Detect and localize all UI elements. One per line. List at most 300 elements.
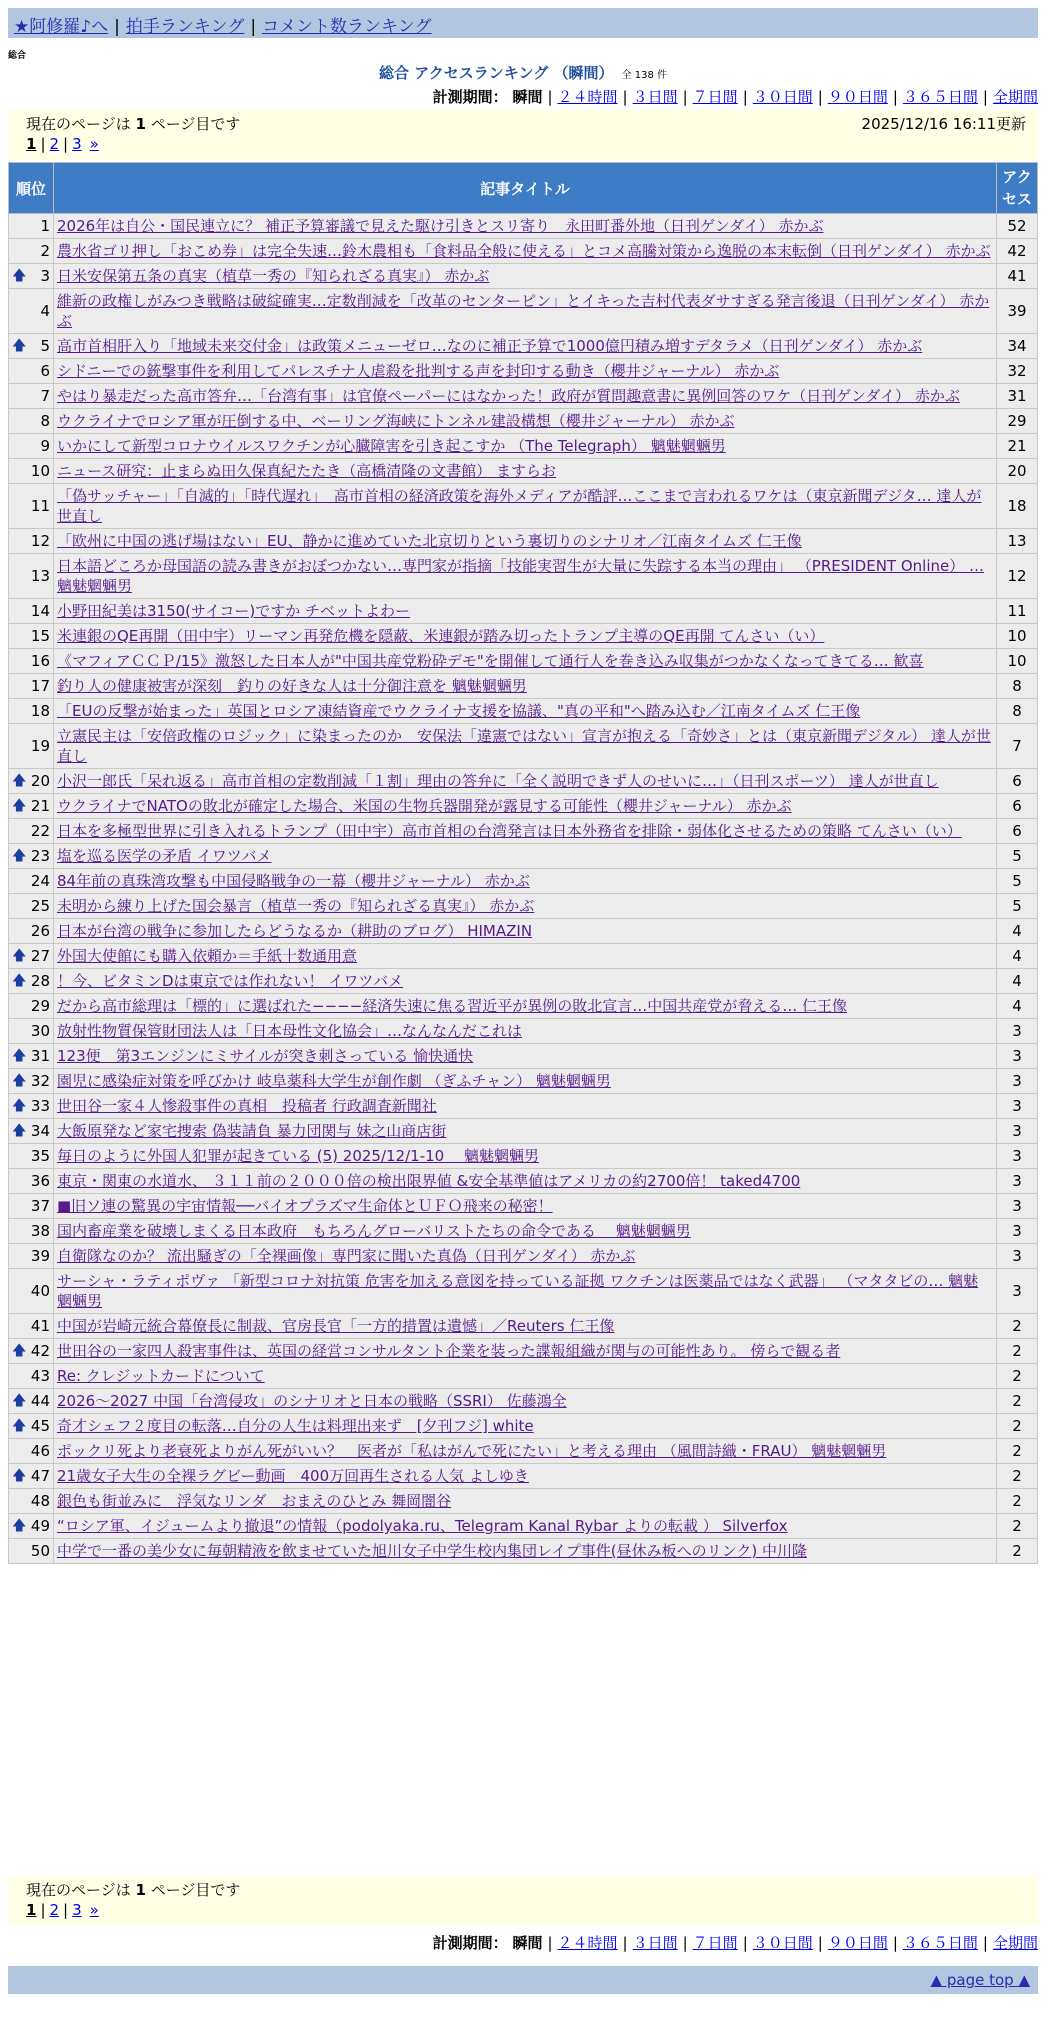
access-count: 7 — [997, 724, 1038, 769]
rank-cell — [9, 1219, 54, 1244]
article-link[interactable]: 塩を巡る医学の矛盾 イワツバメ — [57, 847, 272, 865]
pager-next[interactable]: » — [89, 1901, 99, 1919]
access-count: 3 — [997, 1194, 1038, 1219]
article-link[interactable]: 日本を多極型世界に引き入れるトランプ（田中宇）高市首相の台湾発言は日本外務省を排除・弱体化させるための策略 てんさい（い） — [57, 822, 962, 840]
article-link[interactable]: 米連銀のQE再開（田中宇）リーマン再発危機を隠蔽、米連銀が踏み切ったトランプ主導のQE再開 てんさい（い） — [57, 627, 825, 645]
rank-cell — [9, 1169, 54, 1194]
rank-number: 2 — [40, 242, 50, 260]
article-link[interactable]: 園児に感染症対策を呼びかけ 岐阜薬科大学生が創作劇 （ぎふチャン） 魑魅魍魎男 — [57, 1072, 611, 1090]
rank-cell — [9, 599, 54, 624]
article-link[interactable]: ！今、ビタミンDは東京では作れない！ イワツバメ — [57, 972, 404, 990]
rank-cell — [9, 794, 54, 819]
article-link[interactable]: 未明から練り上げた国会暴言（植草一秀の『知られざる真実』） 赤かぶ — [57, 897, 535, 915]
rank-number: 18 — [30, 702, 50, 720]
table-row — [9, 1119, 1038, 1144]
rank-number: 45 — [30, 1417, 50, 1435]
rank-number: 30 — [30, 1022, 50, 1040]
rank-cell — [9, 769, 54, 794]
period-link-24h[interactable]: ２４時間 — [557, 88, 618, 106]
period-link-all[interactable]: 全期間 — [992, 88, 1038, 106]
rank-cell — [9, 1144, 54, 1169]
period-link-7d[interactable]: ７日間 — [692, 88, 738, 106]
period-current: 瞬間 — [512, 1934, 543, 1952]
table-row — [9, 794, 1038, 819]
article-link[interactable]: 国内畜産業を破壊しまくる日本政府 もちろんグローバリストたちの命令である 魑魅魍魎男 — [57, 1222, 691, 1240]
title-cell — [54, 1169, 997, 1194]
article-link[interactable]: だから高市総理は「標的」に選ばれた−−−−経済失速に焦る習近平が異例の敗北宣言…中国共産党が脅える… 仁王像 — [57, 997, 848, 1015]
title-cell — [54, 1464, 997, 1489]
period-current: 瞬間 — [512, 88, 543, 106]
table-row — [9, 599, 1038, 624]
page-info-suffix: ページ目です — [150, 1881, 241, 1899]
rank-number: 5 — [40, 337, 50, 355]
rank-number: 7 — [40, 387, 50, 405]
rank-cell — [9, 384, 54, 409]
header-title: 記事タイトル — [54, 163, 997, 214]
rank-cell — [9, 409, 54, 434]
access-count: 2 — [997, 1314, 1038, 1339]
title-cell — [54, 289, 997, 334]
article-link[interactable]: 東京・関東の水道水、 ３１１前の２０００倍の検出限界値 &安全基準値はアメリカの約2700倍！ taked4700 — [57, 1172, 801, 1190]
title-cell — [54, 264, 997, 289]
article-link[interactable]: やはり暴走だった高市答弁…「台湾有事」は官僚ペーパーにはなかった！政府が質問趣意書に異例回答のワケ（日刊ゲンダイ） 赤かぶ — [57, 387, 960, 405]
pager-current: 1 — [26, 135, 37, 153]
rank-cell — [9, 1094, 54, 1119]
rank-number: 46 — [30, 1442, 50, 1460]
article-link[interactable]: 釣り人の健康被害が深刻 釣りの好きな人は十分御注意を 魑魅魍魎男 — [57, 677, 527, 695]
access-count: 2 — [997, 1489, 1038, 1514]
access-count: 2 — [997, 1514, 1038, 1539]
rank-number: 43 — [30, 1367, 50, 1385]
rank-number: 3 — [40, 267, 50, 285]
article-link[interactable]: 日本語どころか母国語の読み書きがおぼつかない…専門家が指摘「技能実習生が大量に失踪する本当の理由」 （PRESIDENT Online） … 魑魅魍魎男 — [57, 557, 984, 595]
rank-cell — [9, 554, 54, 599]
period-link-365d[interactable]: ３６５日間 — [902, 1934, 978, 1952]
table-row — [9, 869, 1038, 894]
table-row — [9, 334, 1038, 359]
title-cell — [54, 214, 997, 239]
rank-cell — [9, 484, 54, 529]
pager-next[interactable]: » — [89, 135, 99, 153]
table-row — [9, 529, 1038, 554]
article-link[interactable]: 「欧州に中国の逃げ場はない」EU、静かに進めていた北京切りという裏切りのシナリオ／江南タイムズ 仁王像 — [57, 532, 802, 550]
access-count: 3 — [997, 1069, 1038, 1094]
article-link[interactable]: 2026〜2027 中国「台湾侵攻」のシナリオと日本の戦略（SSRI） 佐藤鴻全 — [57, 1392, 567, 1410]
pager-link-2[interactable]: 2 — [49, 135, 60, 153]
title-cell — [54, 1364, 997, 1389]
table-row — [9, 724, 1038, 769]
access-count: 13 — [997, 529, 1038, 554]
rank-number: 16 — [30, 652, 50, 670]
rank-number: 25 — [30, 897, 50, 915]
rank-cell — [9, 1439, 54, 1464]
rank-cell — [9, 1119, 54, 1144]
access-count: 2 — [997, 1439, 1038, 1464]
rank-cell — [9, 819, 54, 844]
table-row — [9, 1169, 1038, 1194]
access-count: 6 — [997, 794, 1038, 819]
pager-bottom: 1 | 2 | 3 » — [26, 1901, 99, 1919]
rank-cell — [9, 1244, 54, 1269]
table-row — [9, 289, 1038, 334]
rank-cell — [9, 1389, 54, 1414]
title-cell — [54, 624, 997, 649]
title-cell — [54, 434, 997, 459]
access-count: 2 — [997, 1464, 1038, 1489]
article-link[interactable]: サーシャ・ラティポヴァ 「新型コロナ対抗策 危害を加える意図を持っている証拠 ワクチンは医薬品ではなく武器」 （マタタビの… 魑魅魍魎男 — [57, 1272, 979, 1310]
article-link[interactable]: 日米安保第五条の真実（植草一秀の『知られざる真実』） 赤かぶ — [57, 267, 490, 285]
table-row — [9, 1489, 1038, 1514]
access-count: 41 — [997, 264, 1038, 289]
title-cell — [54, 819, 997, 844]
access-count: 10 — [997, 649, 1038, 674]
table-row — [9, 624, 1038, 649]
rank-number: 1 — [40, 217, 50, 235]
period-link-7d[interactable]: ７日間 — [692, 1934, 738, 1952]
access-count: 4 — [997, 944, 1038, 969]
title-cell — [54, 1094, 997, 1119]
rank-up-arrow-icon: 🡅 — [12, 1343, 27, 1359]
article-link[interactable]: 維新の政権しがみつき戦略は破綻確実…定数削減を「改革のセンターピン」とイキった吉村代表ダサすぎる発言後退（日刊ゲンダイ） 赤かぶ — [57, 292, 990, 330]
rank-cell — [9, 944, 54, 969]
rank-number: 31 — [30, 1047, 50, 1065]
rank-cell — [9, 649, 54, 674]
title-cell — [54, 994, 997, 1019]
rank-cell — [9, 239, 54, 264]
title-cell — [54, 334, 997, 359]
article-link[interactable]: 《マフィアＣＣＰ/15》激怒した日本人が"中国共産党粉砕デモ"を開催して通行人を巻き込み収集がつかなくなってきてる… 歓喜 — [57, 652, 924, 670]
period-link-3d[interactable]: ３日間 — [632, 88, 678, 106]
article-link[interactable]: 高市首相肝入り「地域未来交付金」は政策メニューゼロ…なのに補正予算で1000億円積み増すデタラメ（日刊ゲンダイ） 赤かぶ — [57, 337, 923, 355]
rank-cell — [9, 969, 54, 994]
rank-number: 35 — [30, 1147, 50, 1165]
table-row — [9, 969, 1038, 994]
title-cell — [54, 1414, 997, 1439]
table-row — [9, 1389, 1038, 1414]
period-selector-top: 計測期間： 瞬間 | ２４時間 | ３日間 | ７日間 | ３０日間 | ９０日間 | ３６５日間 | 全期間 — [432, 88, 1038, 106]
table-row — [9, 1219, 1038, 1244]
header-access: アクセス — [997, 163, 1038, 214]
nav-link-clap-ranking[interactable]: 拍手ランキング — [125, 17, 245, 37]
table-row — [9, 1364, 1038, 1389]
article-link[interactable]: ウクライナでNATOの敗北が確定した場合、米国の生物兵器開発が露見する可能性（櫻井ジャーナル） 赤かぶ — [57, 797, 792, 815]
title-cell — [54, 769, 997, 794]
title-cell — [54, 1219, 997, 1244]
nav-link-comment-ranking[interactable]: コメント数ランキング — [262, 17, 432, 37]
table-row — [9, 819, 1038, 844]
table-row — [9, 1464, 1038, 1489]
article-link[interactable]: 2026年は自公・国民連立に？ 補正予算審議で見えた駆け引きとスリ寄り 永田町番外地（日刊ゲンダイ） 赤かぶ — [57, 217, 824, 235]
article-link[interactable]: ウクライナでロシア軍が圧倒する中、ベーリング海峡にトンネル建設構想（櫻井ジャーナル） 赤かぶ — [57, 412, 735, 430]
pager-top: 1 | 2 | 3 » — [26, 135, 99, 153]
period-selector-bottom: 計測期間： 瞬間 | ２４時間 | ３日間 | ７日間 | ３０日間 | ９０日間 | ３６５日間 | 全期間 — [432, 1934, 1038, 1952]
rank-cell — [9, 1364, 54, 1389]
updated-time: 2025/12/16 16:11更新 — [861, 115, 1026, 133]
article-link[interactable]: 「偽サッチャー」「自滅的」「時代遅れ」 高市首相の経済政策を海外メディアが酷評…ここまで言われるワケは（東京新聞デジタ… 達人が世直し — [57, 487, 982, 525]
title-cell — [54, 1339, 997, 1364]
rank-up-arrow-icon: 🡅 — [12, 948, 27, 964]
pager-link-3[interactable]: 3 — [72, 1901, 82, 1919]
access-count: 8 — [997, 674, 1038, 699]
article-link[interactable]: 小野田紀美は3150(サイコー)ですか チベットよわー — [57, 602, 410, 620]
article-link[interactable]: 中学で一番の美少女に毎朝精液を飲ませていた旭川女子中学生校内集団レイプ事件(昼休み板へのリンク) 中川隆 — [57, 1542, 807, 1560]
pager-current: 1 — [26, 1901, 37, 1919]
table-row — [9, 239, 1038, 264]
rank-cell — [9, 674, 54, 699]
table-row — [9, 1244, 1038, 1269]
title-cell — [54, 484, 997, 529]
access-count: 42 — [997, 239, 1038, 264]
bottom-bar — [8, 1966, 1038, 1994]
access-count: 52 — [997, 214, 1038, 239]
table-row — [9, 384, 1038, 409]
rank-number: 12 — [30, 532, 50, 550]
article-link[interactable]: 大飯原発など家宅捜索 偽装請負 暴力団関与 妹之山商店街 — [57, 1122, 447, 1140]
period-link-3d[interactable]: ３日間 — [632, 1934, 678, 1952]
rank-up-arrow-icon: 🡅 — [12, 773, 27, 789]
rank-number: 36 — [30, 1172, 50, 1190]
title-cell — [54, 599, 997, 624]
title-cell — [54, 554, 997, 599]
nav-link-home[interactable]: ★阿修羅♪へ — [14, 17, 109, 37]
access-count: 3 — [997, 1119, 1038, 1144]
rank-up-arrow-icon: 🡅 — [12, 973, 27, 989]
article-link[interactable]: 「EUの反撃が始まった」英国とロシア凍結資産でウクライナ支援を協議、"真の平和"へ踏み込む／江南タイムズ 仁王像 — [57, 702, 861, 720]
rank-number: 50 — [30, 1542, 50, 1560]
table-row — [9, 894, 1038, 919]
separator: | — [114, 17, 120, 37]
access-count: 5 — [997, 894, 1038, 919]
rank-cell — [9, 894, 54, 919]
page-info-number: 1 — [135, 115, 146, 133]
rank-number: 28 — [30, 972, 50, 990]
article-link[interactable]: “ロシア軍、イジュームより撤退”の情報（podolyaka.ru、Telegram Kanal Rybar よりの転載 ） Silverfox — [57, 1517, 788, 1535]
rank-number: 26 — [30, 922, 50, 940]
table-row — [9, 409, 1038, 434]
title-cell — [54, 1489, 997, 1514]
rank-number: 6 — [40, 362, 50, 380]
rank-number: 15 — [30, 627, 50, 645]
article-link[interactable]: 毎日のように外国人犯罪が起きている (5) 2025/12/1-10 魑魅魍魎男 — [57, 1147, 539, 1165]
access-count: 2 — [997, 1389, 1038, 1414]
article-link[interactable]: ニュース研究：止まらぬ田久保真紀たたき（高橋清隆の文書館） ますらお — [57, 462, 557, 480]
article-link[interactable]: 農水省ゴリ押し「おこめ券」は完全失速…鈴木農相も「食料品全般に使える」とコメ高騰対策から逸脱の本末転倒（日刊ゲンダイ） 赤かぶ — [57, 242, 991, 260]
article-link[interactable]: シドニーでの銃撃事件を利用してパレスチナ人虐殺を批判する声を封印する動き（櫻井ジャーナル） 赤かぶ — [57, 362, 780, 380]
title-cell — [54, 944, 997, 969]
title-cell — [54, 1314, 997, 1339]
title-cell — [54, 1144, 997, 1169]
table-row — [9, 649, 1038, 674]
title-cell — [54, 699, 997, 724]
total-count: 全 138 件 — [621, 70, 667, 81]
rank-number: 33 — [30, 1097, 50, 1115]
access-count: 3 — [997, 1019, 1038, 1044]
rank-cell — [9, 359, 54, 384]
access-count: 21 — [997, 434, 1038, 459]
rank-number: 20 — [30, 772, 50, 790]
rank-number: 8 — [40, 412, 50, 430]
rank-cell — [9, 624, 54, 649]
rank-number: 42 — [30, 1342, 50, 1360]
page-top-link[interactable]: ▲ page top ▲ — [930, 1971, 1030, 1989]
table-row — [9, 1044, 1038, 1069]
rank-number: 29 — [30, 997, 50, 1015]
access-count: 18 — [997, 484, 1038, 529]
rank-up-arrow-icon: 🡅 — [12, 1073, 27, 1089]
access-count: 6 — [997, 769, 1038, 794]
title-cell — [54, 894, 997, 919]
rank-cell — [9, 1414, 54, 1439]
access-count: 5 — [997, 844, 1038, 869]
table-header-row — [9, 163, 1038, 214]
rank-up-arrow-icon: 🡅 — [12, 1098, 27, 1114]
ranking-table-body — [9, 214, 1038, 1564]
article-link[interactable]: ポックリ死より老衰死よりがん死がいい？ 医者が「私はがんで死にたい」と考える理由 （風間詩織・FRAU） 魑魅魍魎男 — [57, 1442, 887, 1460]
period-link-90d[interactable]: ９０日間 — [827, 1934, 888, 1952]
rank-cell — [9, 919, 54, 944]
page-title — [0, 62, 1046, 83]
article-link[interactable]: 立憲民主は「安倍政権のロジック」に染まったのか 安保法「違憲ではない」宣言が抱える「奇妙さ」とは（東京新聞デジタル） 達人が世直し — [57, 727, 991, 765]
access-count: 6 — [997, 819, 1038, 844]
top-nav-bar — [8, 8, 1038, 38]
page-title-text: 総合 アクセスランキング （瞬間） — [379, 64, 614, 82]
page-info-bottom — [8, 1876, 1038, 1926]
rank-cell — [9, 1514, 54, 1539]
article-link[interactable]: 84年前の真珠湾攻撃も中国侵略戦争の一幕（櫻井ジャーナル） 赤かぶ — [57, 872, 530, 890]
title-cell — [54, 1019, 997, 1044]
rank-number: 22 — [30, 822, 50, 840]
article-link[interactable]: 銀色も街並みに 浮気なリンダ おまえのひとみ 舞岡闇谷 — [57, 1492, 452, 1510]
article-link[interactable]: 放射性物質保管財団法人は「日本母性文化協会」…なんなんだこれは — [57, 1022, 523, 1040]
rank-cell — [9, 699, 54, 724]
rank-cell — [9, 1489, 54, 1514]
access-count: 3 — [997, 1269, 1038, 1314]
table-row — [9, 1019, 1038, 1044]
rank-up-arrow-icon: 🡅 — [12, 1518, 27, 1534]
title-cell — [54, 1069, 997, 1094]
title-cell — [54, 239, 997, 264]
period-link-365d[interactable]: ３６５日間 — [902, 88, 978, 106]
article-link[interactable]: Re: クレジットカードについて — [57, 1367, 265, 1385]
title-cell — [54, 1194, 997, 1219]
access-count: 31 — [997, 384, 1038, 409]
title-cell — [54, 844, 997, 869]
pager-link-2[interactable]: 2 — [49, 1901, 60, 1919]
rank-up-arrow-icon: 🡅 — [12, 848, 27, 864]
rank-up-arrow-icon: 🡅 — [12, 268, 27, 284]
rank-number: 23 — [30, 847, 50, 865]
access-count: 20 — [997, 459, 1038, 484]
article-link[interactable]: 世田谷の一家四人殺害事件は、英国の経営コンサルタント企業を装った諜報組織が関与の可能性あり。 傍らで観る者 — [57, 1342, 841, 1360]
pager-link-3[interactable]: 3 — [72, 135, 82, 153]
table-row — [9, 434, 1038, 459]
access-count: 3 — [997, 1144, 1038, 1169]
rank-number: 39 — [30, 1247, 50, 1265]
page-info-suffix: ページ目です — [150, 115, 241, 133]
table-row — [9, 214, 1038, 239]
rank-up-arrow-icon: 🡅 — [12, 1048, 27, 1064]
article-link[interactable]: 小沢一郎氏「呆れ返る」高市首相の定数削減「１割」理由の答弁に「全く説明できず人のせいに…」（日刊スポーツ） 達人が世直し — [57, 772, 939, 790]
article-link[interactable]: 世田谷一家４人惨殺事件の真相 投稿者 行政調査新聞社 — [57, 1097, 437, 1115]
access-count: 3 — [997, 1244, 1038, 1269]
rank-up-arrow-icon: 🡅 — [12, 1393, 27, 1409]
category-label: 総合 — [8, 51, 27, 61]
rank-number: 4 — [40, 302, 50, 320]
rank-cell — [9, 994, 54, 1019]
period-link-all[interactable]: 全期間 — [992, 1934, 1038, 1952]
article-link[interactable]: 中国が岩崎元統合幕僚長に制裁、官房長官「一方的措置は遺憾」／Reuters 仁王像 — [57, 1317, 615, 1335]
title-cell — [54, 649, 997, 674]
period-link-30d[interactable]: ３０日間 — [752, 1934, 813, 1952]
rank-cell — [9, 214, 54, 239]
article-link[interactable]: 奇才シェフ２度目の転落…自分の人生は料理出来ず [夕刊フジ] white — [57, 1417, 534, 1435]
rank-number: 24 — [30, 872, 50, 890]
article-link[interactable]: いかにして新型コロナウイルスワクチンが心臓障害を引き起こすか （The Telegraph） 魑魅魍魎男 — [57, 437, 726, 455]
table-row — [9, 1539, 1038, 1564]
access-count: 11 — [997, 599, 1038, 624]
access-count: 3 — [997, 1044, 1038, 1069]
access-count: 34 — [997, 334, 1038, 359]
period-link-90d[interactable]: ９０日間 — [827, 88, 888, 106]
table-row — [9, 919, 1038, 944]
access-count: 10 — [997, 624, 1038, 649]
table-row — [9, 1514, 1038, 1539]
access-count: 2 — [997, 1364, 1038, 1389]
period-link-24h[interactable]: ２４時間 — [557, 1934, 618, 1952]
article-link[interactable]: 日本が台湾の戦争に参加したらどうなるか（耕助のブログ） HIMAZIN — [57, 922, 533, 940]
table-row — [9, 1414, 1038, 1439]
rank-cell — [9, 844, 54, 869]
table-row — [9, 1439, 1038, 1464]
table-row — [9, 484, 1038, 529]
rank-number: 48 — [30, 1492, 50, 1510]
article-link[interactable]: 21歳女子大生の全裸ラグビー動画 400万回再生される人気 よしゆき — [57, 1467, 529, 1485]
rank-cell — [9, 1019, 54, 1044]
title-cell — [54, 1389, 997, 1414]
rank-up-arrow-icon: 🡅 — [12, 1123, 27, 1139]
separator: | — [250, 17, 257, 37]
table-row — [9, 1269, 1038, 1314]
rank-number: 34 — [30, 1122, 50, 1140]
rank-number: 47 — [30, 1467, 50, 1485]
access-count: 4 — [997, 994, 1038, 1019]
article-link[interactable]: 外国大使館にも購入依頼か＝手紙十数通用意 — [57, 947, 358, 965]
title-cell — [54, 869, 997, 894]
table-row — [9, 1339, 1038, 1364]
rank-cell — [9, 1194, 54, 1219]
rank-number: 17 — [30, 677, 50, 695]
title-cell — [54, 359, 997, 384]
article-link[interactable]: 123便 第3エンジンにミサイルが突き刺さっている 愉快通快 — [57, 1047, 474, 1065]
article-link[interactable]: ■旧ソ連の驚異の宇宙情報──バイオプラズマ生命体とＵＦＯ飛来の秘密！ — [57, 1197, 553, 1215]
access-count: 3 — [997, 1219, 1038, 1244]
title-cell — [54, 1514, 997, 1539]
article-link[interactable]: 自衛隊なのか？ 流出騒ぎの「全裸画像」専門家に聞いた真偽（日刊ゲンダイ） 赤かぶ — [57, 1247, 636, 1265]
rank-up-arrow-icon: 🡅 — [12, 798, 27, 814]
page-info-prefix: 現在のページは — [26, 115, 131, 133]
access-count: 29 — [997, 409, 1038, 434]
title-cell — [54, 1119, 997, 1144]
rank-cell — [9, 529, 54, 554]
rank-number: 9 — [40, 437, 50, 455]
period-link-30d[interactable]: ３０日間 — [752, 88, 813, 106]
page-info-top — [8, 110, 1038, 160]
rank-cell — [9, 434, 54, 459]
title-cell — [54, 794, 997, 819]
rank-cell — [9, 1539, 54, 1564]
title-cell — [54, 409, 997, 434]
table-row — [9, 1194, 1038, 1219]
